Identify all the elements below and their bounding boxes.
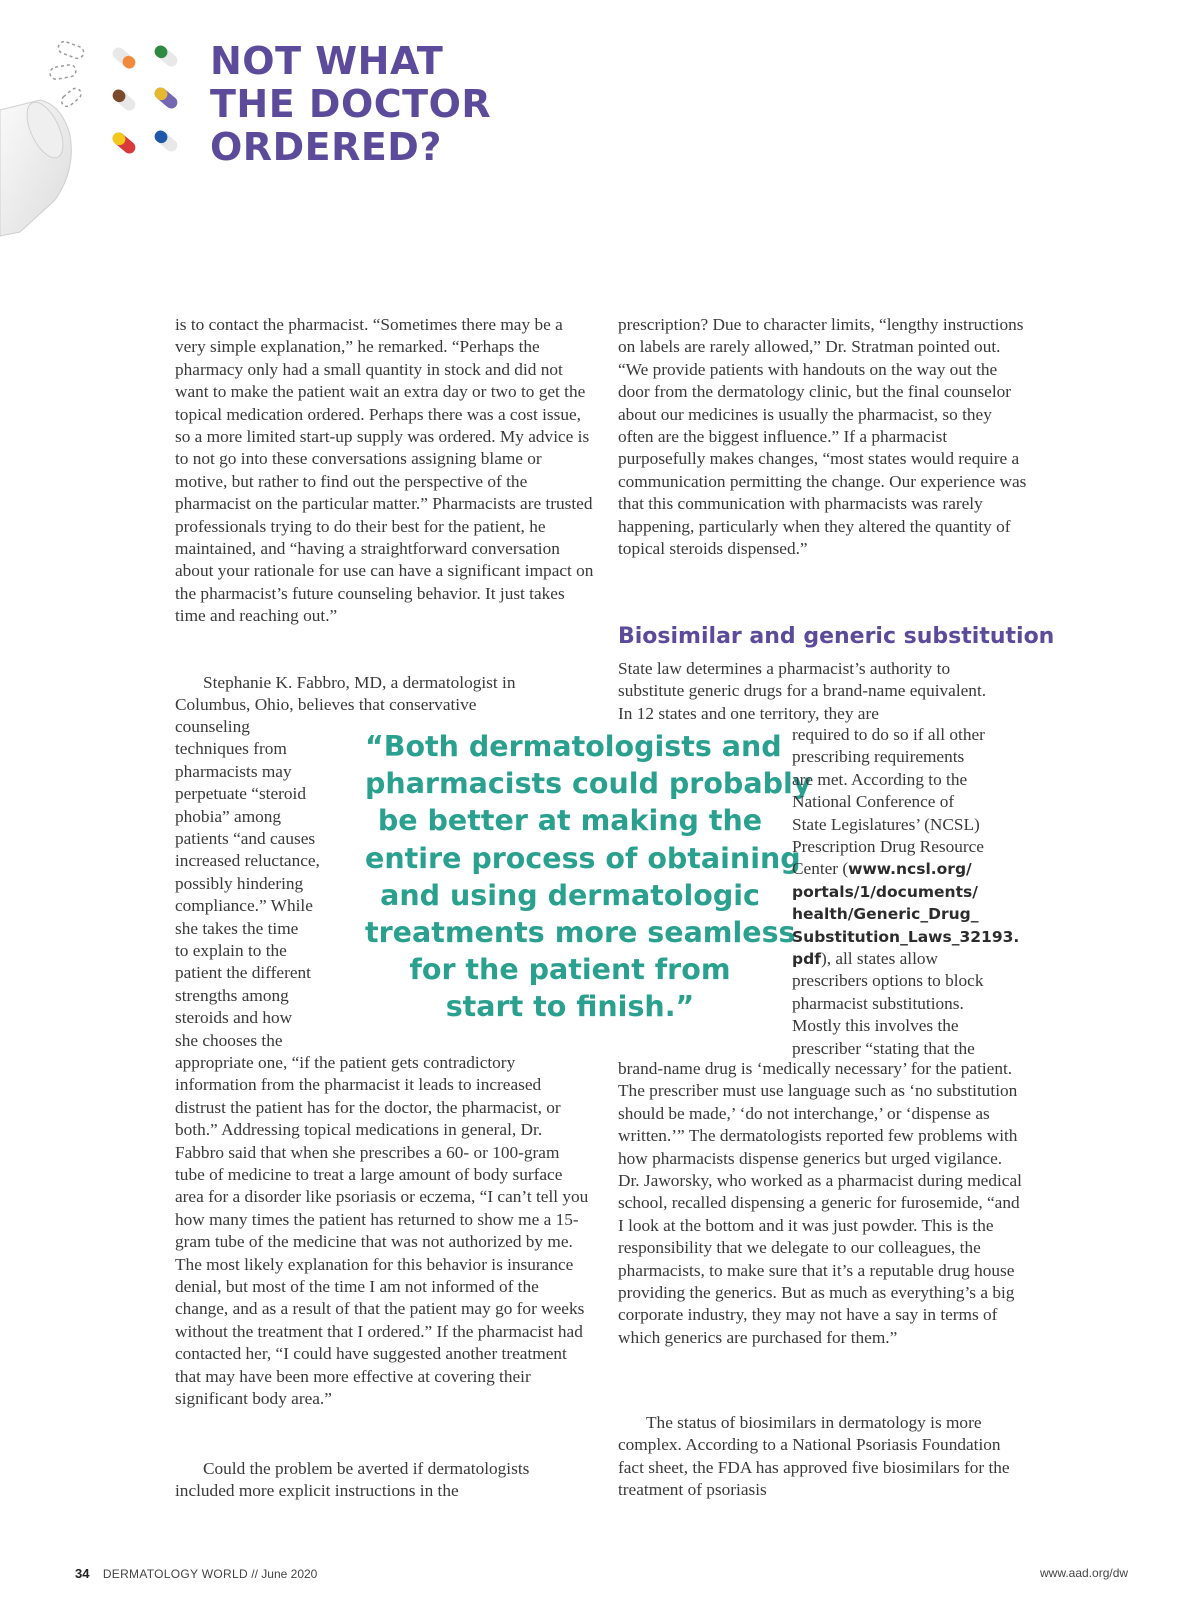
text-line: she chooses the xyxy=(175,1030,283,1050)
url-link[interactable]: pdf xyxy=(792,950,821,969)
title-line: ORDERED? xyxy=(210,125,442,169)
text-line: patients “and causes xyxy=(175,829,316,849)
left-paragraph-2-narrow xyxy=(175,716,375,1052)
left-paragraph-1: is to contact the pharmacist. “Sometimes there may be a very simple explanation,” he remarked. “Perhaps the pharmacy only had a small quantity in stock and did not want to make the patient wait an extra day or two to get the topical medication ordered. Perhaps there was a cost issue, so a more limited start-up supply was ordered. My advice is to not go into these conversations assigning blame or motive, but rather to find out the perspective of the pharmacist on the particular matter.” Pharmacists are trusted professionals trying to do their best for the patient, he maintained, and “having a straightforward conversation about your rationale for use can have a significant impact on the pharmacist’s future counseling behavior. It just takes time and reaching out.” xyxy=(175,315,594,626)
text-line xyxy=(792,948,1032,970)
url-link[interactable]: Substitution_Laws_32193. xyxy=(792,927,1020,946)
issue-date: June 2020 xyxy=(261,1567,318,1581)
text-line: Mostly this involves the xyxy=(792,1016,959,1036)
footer-url[interactable]: www.aad.org/dw xyxy=(1040,1566,1129,1580)
text-line: steroids and how xyxy=(175,1008,293,1028)
section-subhead: Biosimilar and generic substitution xyxy=(618,624,1055,649)
dashed-pill-outline-icon xyxy=(49,40,85,109)
pull-quote-line: treatments more seamless xyxy=(365,916,796,950)
left-paragraph-2-intro: Stephanie K. Fabbro, MD, a dermatologist in Columbus, Ohio, believes that conservative xyxy=(175,673,516,715)
right-paragraph-2-intro: State law determines a pharmacist’s authority to substitute generic drugs for a brand-name equivalent. In 12 states and one territory, they are xyxy=(618,659,987,723)
right-paragraph-2-rest: brand-name drug is ‘medically necessary’ for the patient. The prescriber must use language such as ‘no substitution should be made,’ ‘do not interchange,’ or ‘dispense as written.’” The dermatologists reported few problems with how pharmacists dispense generics but urged vigilance. Dr. Jaworsky, who worked as a pharmacist during medical school, recalled dispensing a generic for furosemide, “and I look at the bottom and it was just powder. This is the responsibility that we delegate to our colleagues, the pharmacists, to make sure that it’s a reputable drug house providing the generics. But as much as everything’s a big corporate industry, they may not have a say in terms of which generics are purchased for them.” xyxy=(618,1059,1022,1347)
pill-bottle-illustration xyxy=(0,0,200,240)
text-line: prescribing requirements xyxy=(792,747,965,767)
right-paragraph-2-narrow xyxy=(792,724,1032,1060)
pull-quote-line: entire process of obtaining xyxy=(365,841,801,875)
text-line xyxy=(792,858,1032,880)
pull-quote-line: start to finish.” xyxy=(445,990,695,1024)
text-line: compliance.” While xyxy=(175,896,313,916)
page-number: 34 xyxy=(75,1566,90,1581)
text-line: patient the different xyxy=(175,963,311,983)
text-fragment: ), all states allow xyxy=(820,949,939,969)
pull-quote-line: “Both dermatologists and xyxy=(365,730,782,763)
pull-quote-line: for the patient from xyxy=(409,953,731,987)
text-line: perpetuate “steroid xyxy=(175,784,306,804)
text-fragment: Center ( xyxy=(792,859,849,879)
left-paragraph-3: Could the problem be averted if dermatologists included more explicit instructions in the xyxy=(175,1459,530,1501)
text-line: techniques from xyxy=(175,739,287,759)
url-link[interactable]: health/Generic_Drug_ xyxy=(792,905,979,924)
text-line: possibly hindering xyxy=(175,873,304,893)
footer-separator: // xyxy=(251,1567,258,1581)
text-line: to explain to the xyxy=(175,941,287,961)
pull-quote-line: and using dermatologic xyxy=(380,878,760,912)
right-paragraph-3: The status of biosimilars in dermatology is more complex. According to a National Psoriasis Foundation fact sheet, the FDA has approved five biosimilars for the treatment of psoriasis xyxy=(618,1413,1010,1500)
text-line: phobia” among xyxy=(175,806,282,826)
bottle-icon xyxy=(0,97,71,236)
text-line: pharmacist substitutions. xyxy=(792,993,964,1013)
text-line: Prescription Drug Resource xyxy=(792,837,984,857)
text-line: are met. According to the xyxy=(792,769,968,789)
text-line: strengths among xyxy=(175,985,289,1005)
pull-quote-line: be better at making the xyxy=(377,804,763,838)
text-line: prescribers options to block xyxy=(792,971,984,991)
text-line: increased reluctance, xyxy=(175,851,320,871)
text-line: State Legislatures’ (NCSL) xyxy=(792,814,980,834)
url-link[interactable]: www.ncsl.org/ xyxy=(848,860,972,879)
text-line: counseling xyxy=(175,717,250,736)
right-paragraph-1: prescription? Due to character limits, “lengthy instructions on labels are rarely allowed,” Dr. Stratman pointed out. “We provide patients with handouts on the way out the door from the dermatology clinic, but the final counselor about our medicines is usually the pharmacist, so they often are the biggest influence.” If a pharmacist purposefully makes changes, “most states would require a communication permitting the change. Our experience was that this communication with pharmacists was rarely happening, particularly when they altered the quantity of topical steroids dispensed.” xyxy=(618,315,1027,559)
magazine-name: DERMATOLOGY WORLD xyxy=(102,1567,248,1581)
page-title xyxy=(210,40,491,169)
left-paragraph-2-rest: appropriate one, “if the patient gets contradictory information from the pharmacist it leads to increased distrust the patient has for the doctor, the pharmacist, or both.” Addressing topical medications in general, Dr. Fabbro said that when she prescribes a 60- or 100-gram tube of medicine to treat a large amount of body surface area for a disorder like psoriasis or eczema, “I can’t tell you how many times the patient has returned to show me a 15-gram tube of the medicine that was not authorized by me. The most likely explanation for this behavior is insurance denial, but most of the time I am not informed of the change, and as a result of that the patient may go for weeks without the treatment that I ordered.” If the pharmacist had contacted her, “I could have suggested another treatment that may have been more effective at covering their significant body area.” xyxy=(175,1053,589,1409)
pill-icon xyxy=(110,43,180,156)
pull-quote-line: pharmacists could probably xyxy=(365,767,812,801)
text-line: National Conference of xyxy=(792,792,955,812)
text-line: she takes the time xyxy=(175,918,299,938)
text-line: pharmacists may xyxy=(175,761,292,781)
text-line: prescriber “stating that the xyxy=(792,1038,975,1058)
title-line: NOT WHAT xyxy=(210,39,444,83)
footer-left xyxy=(75,1566,317,1581)
text-line: required to do so if all other xyxy=(792,725,985,744)
url-link[interactable]: portals/1/documents/ xyxy=(792,882,978,901)
title-line: THE DOCTOR xyxy=(210,82,492,126)
